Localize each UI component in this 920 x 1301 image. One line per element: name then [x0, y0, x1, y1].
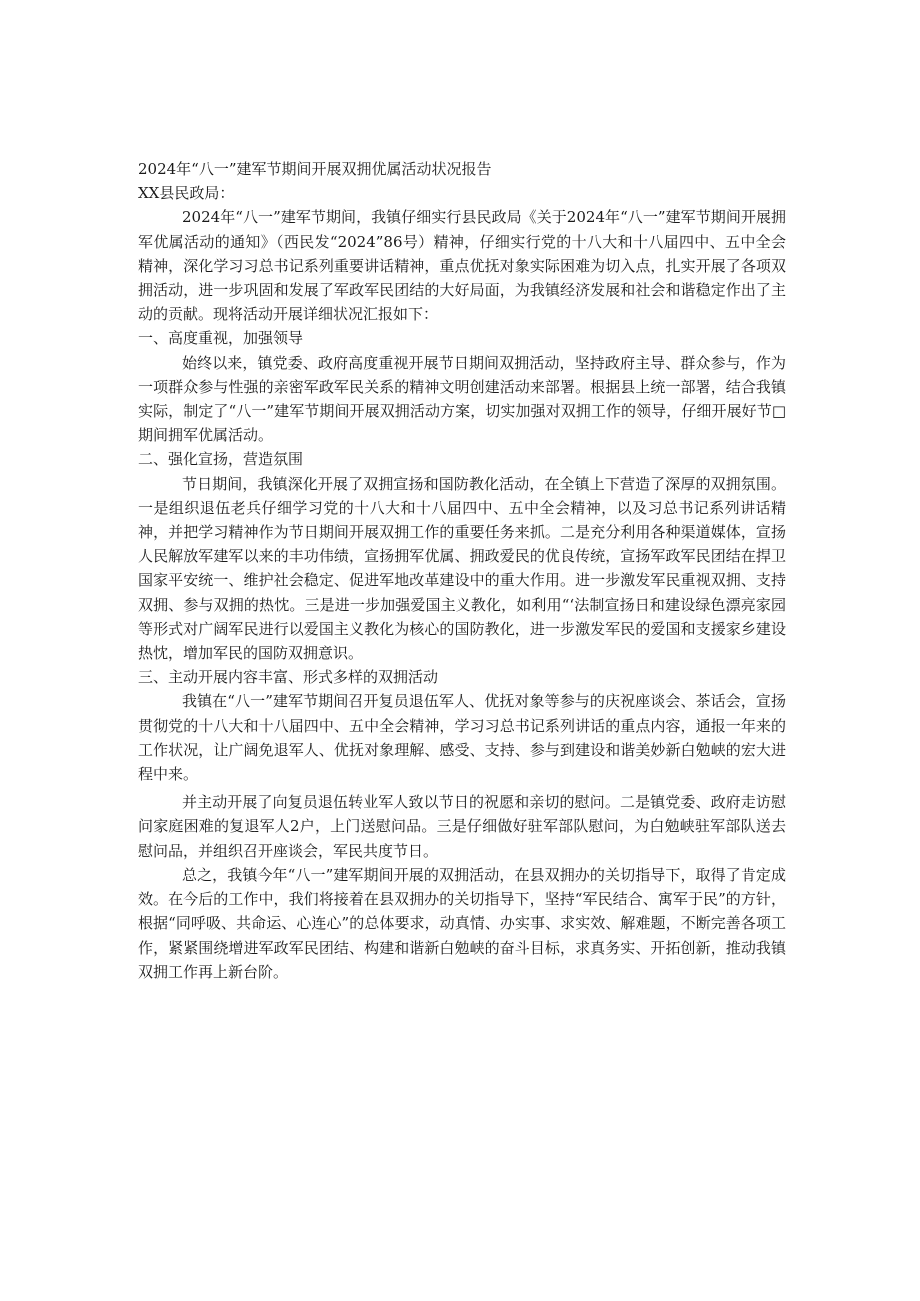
- section-3-heading: 三、主动开展内容丰富、形式多样的双拥活动: [138, 668, 439, 687]
- section-2-paragraph: 节日期间，我镇深化开展了双拥宣扬和国防教化活动，在全镇上下营造了深厚的双拥氛围。一是组织退伍老兵仔细学习党的十八大和十八届四中、五中全会精神，以及习总书记系列讲话精神，并把学习精神作为节日期间开展双拥工作的重要任务来抓。二是充分利用各种渠道媒体，宣扬人民解放军建军以来的丰功伟绩，宣扬拥军优属、拥政爱民的优良传统，宣扬军政军民团结在捍卫国家平安统一、维护社会稳定、促进军地改革建设中的重大作用。进一步激发军民重视双拥、支持双拥、参与双拥的热忱。三是进一步加强爱国主义教化，如利用“‘法制宣扬日和建设绿色漂亮家园等形式对广阔军民进行以爱国主义教化为核心的国防教化，进一步激发军民的爱国和支援家乡建设热忱，增加军民的国防双拥意识。: [138, 474, 786, 663]
- section-1-heading: 一、高度重视，加强领导: [138, 329, 304, 348]
- section-2-heading: 二、强化宣扬，营造氛围: [138, 450, 304, 469]
- conclusion-paragraph: 总之，我镇今年“八一”建军期间开展的双拥活动，在县双拥办的关切指导下，取得了肯定成效。在今后的工作中，我们将接着在县双拥办的关切指导下，坚持“军民结合、寓军于民”的方针，根据“同呼吸、共命运、心连心”的总体要求，动真情、办实事、求实效、解难题，不断完善各项工作，紧紧围绕增进军政军民团结、构建和谐新白勉峡的奋斗目标，求真务实、开拓创新，推动我镇双拥工作再上新台阶。: [138, 865, 786, 981]
- intro-paragraph: 2024年“八一”建军节期间，我镇仔细实行县民政局《关于2024年“八一”建军节期间开展拥军优属活动的通知》（西民发“2024”86号）精神，仔细实行党的十八大和十八届四中、五中全会精神，深化学习习总书记系列重要讲话精神，重点优抚对象实际困难为切入点，扎实开展了各项双拥活动，进一步巩固和发展了军政军民团结的大好局面，为我镇经济发展和社会和谐稳定作出了主动的贡献。现将活动开展详细状况汇报如下：: [138, 208, 786, 324]
- report-title: 2024年“八一”建军节期间开展双拥优属活动状况报告: [138, 160, 492, 178]
- addressee-line: XX县民政局：: [138, 184, 235, 203]
- section-3-paragraph-2: 并主动开展了向复员退伍转业军人致以节日的祝愿和亲切的慰问。二是镇党委、政府走访慰问家庭困难的复退军人2户，上门送慰问品。三是仔细做好驻军部队慰问，为白勉峡驻军部队送去慰问品，并组织召开座谈会，军民共度节日。: [138, 793, 786, 860]
- section-3-paragraph-1: 我镇在“八一”建军节期间召开复员退伍军人、优抚对象等参与的庆祝座谈会、茶话会，宣扬贯彻党的十八大和十八届四中、五中全会精神，学习习总书记系列讲话的重点内容，通报一年来的工作状况，让广阔免退军人、优抚对象理解、感受、支持、参与到建设和谐美妙新白勉峡的宏大进程中来。: [138, 692, 786, 784]
- document-body: [138, 157, 786, 984]
- section-1-paragraph: 始终以来，镇党委、政府高度重视开展节日期间双拥活动，坚持政府主导、群众参与，作为一项群众参与性强的亲密军政军民关系的精神文明创建活动来部署。根据县上统一部署，结合我镇实际，制定了“八一”建军节期间开展双拥活动方案，切实加强对双拥工作的领导，仔细开展好节□期间拥军优属活动。: [138, 353, 786, 445]
